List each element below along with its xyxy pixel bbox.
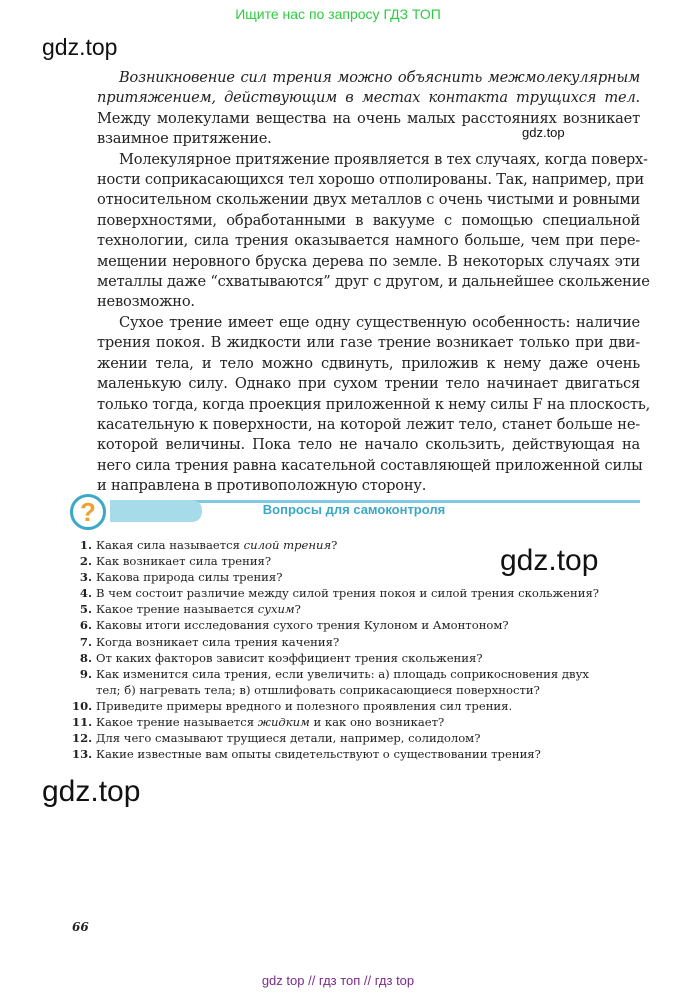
question-continuation: тел; б) нагревать тела; в) отшлифовать соприкасающиеся поверхности? xyxy=(96,682,540,697)
text-line: притяжением, действующим в местах контакта трущихся тел. xyxy=(97,89,640,107)
question-text xyxy=(96,730,480,746)
question-item xyxy=(72,730,652,746)
questions-list xyxy=(72,537,652,762)
question-text xyxy=(96,698,512,714)
question-text-part: Приведите примеры вредного и полезного проявления сил трения. xyxy=(96,698,513,713)
header-band xyxy=(110,500,202,522)
question-item xyxy=(72,569,652,585)
question-mark-icon: ? xyxy=(70,494,106,530)
question-text-part: ? xyxy=(331,538,338,552)
text-line: касательную к поверхности, на которой лежит тело, станет больше не- xyxy=(97,415,640,433)
question-text-part: Как возникает сила трения? xyxy=(96,554,272,569)
body-text xyxy=(97,68,651,497)
question-item xyxy=(72,666,652,698)
paragraph xyxy=(97,150,650,313)
watermark-gdz-left: gdz.top xyxy=(42,775,141,808)
question-text-part: Когда возникает сила трения качения? xyxy=(96,634,340,649)
question-text xyxy=(96,569,282,585)
question-item xyxy=(72,634,652,650)
text-line: жении тела, и тело можно сдвинуть, приложив к нему даже очень xyxy=(97,354,640,372)
question-text-part: Как изменится сила трения, если увеличить: а) площадь соприкосновения двух xyxy=(96,666,589,681)
question-number: 6. xyxy=(79,618,92,633)
bottom-watermark-banner: gdz top // гдз топ // гдз top xyxy=(261,973,415,988)
question-text-part: Какова природа силы трения? xyxy=(96,570,283,585)
questions-title: Вопросы для самоконтроля xyxy=(262,502,446,517)
text-line: трения покоя. В жидкости или газе трение возникает только при дви- xyxy=(97,334,640,352)
question-text xyxy=(96,585,599,601)
question-item xyxy=(72,601,652,617)
question-item xyxy=(72,650,652,666)
text-line: Между молекулами вещества на очень малых расстояниях возникает xyxy=(97,109,640,127)
text-line: ности соприкасающихся тел хорошо отполированы. Так, например, при xyxy=(97,171,645,189)
text-line: маленькую силу. Однако при сухом трении тело начинает двигаться xyxy=(97,375,640,393)
text-line: технологии, сила трения оказывается намного больше, чем при пере- xyxy=(97,232,640,250)
watermark-gdz-large: gdz.top xyxy=(500,544,599,577)
question-item xyxy=(72,553,652,569)
question-item xyxy=(72,537,652,553)
question-emphasis: силой трения xyxy=(243,538,332,552)
watermark-gdz-top: gdz.top xyxy=(42,34,118,60)
question-number: 13. xyxy=(72,747,93,762)
question-text xyxy=(96,746,541,762)
question-item xyxy=(72,714,652,730)
text-line: взаимное притяжение. xyxy=(97,130,272,148)
questions-header xyxy=(64,494,640,530)
question-text-part: Какие известные вам опыты свидетельствуют о существовании трения? xyxy=(96,747,541,762)
question-text-part: Какое трение называется xyxy=(96,602,258,617)
text-line: Молекулярное притяжение проявляется в тех случаях, когда поверх- xyxy=(119,150,648,168)
question-item xyxy=(72,698,652,714)
question-text-part: Каковы итоги исследования сухого трения Кулоном и Амонтоном? xyxy=(96,618,509,633)
question-text-part: Какая сила называется xyxy=(96,538,244,552)
question-number: 11. xyxy=(72,715,93,730)
question-text-part: От каких факторов зависит коэффициент трения скольжения? xyxy=(96,650,483,665)
text-line: относительном скольжении двух металлов с очень чистыми и ровными xyxy=(97,191,640,209)
question-text xyxy=(96,634,339,650)
text-line: Сухое трение имеет еще одну существенную особенность: наличие xyxy=(119,313,640,331)
paragraph xyxy=(97,68,640,150)
question-number: 5. xyxy=(79,602,92,617)
question-number: 2. xyxy=(79,554,92,569)
paragraph xyxy=(97,313,651,497)
question-emphasis: сухим xyxy=(257,602,295,617)
text-line: металлы даже “схватываются” друг с другом, и дальнейшее скольжение xyxy=(97,273,650,291)
question-text xyxy=(96,666,589,698)
page-number: 66 xyxy=(72,920,89,934)
question-item xyxy=(72,746,652,762)
question-text-part: ? xyxy=(294,602,301,617)
question-item xyxy=(72,585,652,601)
question-text-part: Для чего смазывают трущиеся детали, например, солидолом? xyxy=(96,731,481,746)
question-text xyxy=(96,714,444,730)
question-text xyxy=(96,537,337,553)
question-text-part: Какое трение называется xyxy=(96,715,258,730)
top-watermark-banner: Ищите нас по запросу ГДЗ ТОП xyxy=(235,6,441,22)
question-number: 10. xyxy=(72,698,93,713)
watermark-gdz-small: gdz.top xyxy=(522,125,565,140)
question-text xyxy=(96,650,483,666)
question-text xyxy=(96,601,301,617)
question-text xyxy=(96,617,509,633)
text-line: Возникновение сил трения можно объяснить межмолекулярным xyxy=(119,69,640,86)
question-number: 8. xyxy=(79,650,92,665)
text-line: поверхностями, обработанными в вакууме с помощью специальной xyxy=(97,211,640,229)
question-number: 4. xyxy=(79,586,92,601)
question-number: 9. xyxy=(79,666,92,681)
text-line: мещении неровного бруска дерева по земле. В некоторых случаях эти xyxy=(97,252,640,270)
question-emphasis: жидким xyxy=(257,715,310,730)
text-line: невозможно. xyxy=(97,293,195,311)
text-line: и направлена в противоположную сторону. xyxy=(97,477,427,495)
question-number: 3. xyxy=(79,570,92,585)
text-line: него сила трения равна касательной составляющей приложенной силы xyxy=(97,456,643,474)
question-text-part: и как оно возникает? xyxy=(309,715,445,730)
text-line: только тогда, когда проекция приложенной к нему силы F на плоскость, xyxy=(97,395,651,413)
question-text-part: В чем состоит различие между силой трения покоя и силой трения скольжения? xyxy=(96,586,600,601)
question-number: 1. xyxy=(79,538,92,552)
text-line: которой величины. Пока тело не начало скользить, действующая на xyxy=(97,436,640,454)
question-number: 7. xyxy=(79,634,92,649)
question-item xyxy=(72,617,652,633)
question-text xyxy=(96,553,271,569)
question-number: 12. xyxy=(72,731,93,746)
